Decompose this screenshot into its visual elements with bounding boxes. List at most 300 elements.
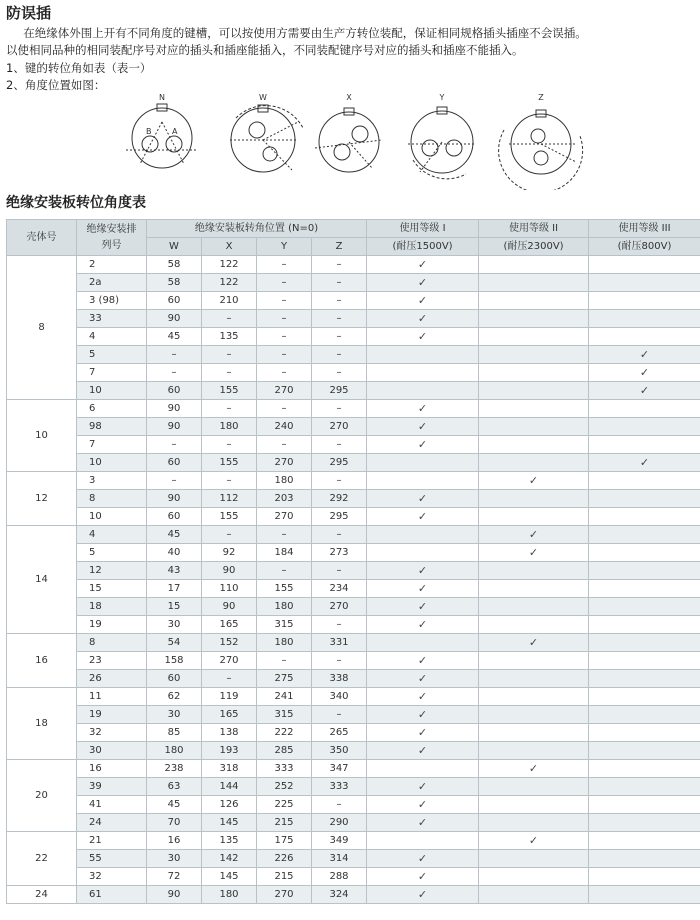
table-row	[7, 526, 700, 544]
diagram-x	[315, 108, 382, 172]
arrangement-cell: 5	[77, 346, 147, 364]
z-cell: 292	[312, 490, 367, 508]
grade2-cell	[479, 742, 589, 760]
z-cell: –	[312, 292, 367, 310]
z-cell: 340	[312, 688, 367, 706]
z-cell: 270	[312, 418, 367, 436]
x-cell: 193	[202, 742, 257, 760]
x-cell: 135	[202, 328, 257, 346]
grade2-cell	[479, 490, 589, 508]
grade1-cell	[367, 328, 479, 346]
grade3-cell	[589, 706, 700, 724]
x-cell: 112	[202, 490, 257, 508]
grade2-cell	[479, 688, 589, 706]
table-row	[7, 580, 700, 598]
grade3-cell	[589, 490, 700, 508]
w-cell: 58	[147, 274, 202, 292]
header-arrangement	[77, 220, 147, 256]
table-row	[7, 292, 700, 310]
diagram-z	[499, 110, 583, 190]
y-cell: 175	[257, 832, 312, 850]
z-cell: 349	[312, 832, 367, 850]
z-cell: –	[312, 472, 367, 490]
check-icon: ✓	[417, 869, 428, 883]
z-cell: 347	[312, 760, 367, 778]
grade2-cell	[479, 706, 589, 724]
grade2-cell	[479, 598, 589, 616]
w-cell: 30	[147, 706, 202, 724]
check-icon: ✓	[417, 689, 428, 703]
x-cell: 152	[202, 634, 257, 652]
table-row	[7, 454, 700, 472]
w-cell: 238	[147, 760, 202, 778]
z-cell: –	[312, 616, 367, 634]
arrangement-cell: 23	[77, 652, 147, 670]
arrangement-cell: 15	[77, 580, 147, 598]
grade2-cell	[479, 778, 589, 796]
diagram-label-y: Y	[439, 93, 445, 102]
w-cell: 30	[147, 850, 202, 868]
grade1-cell	[367, 652, 479, 670]
grade2-cell	[479, 256, 589, 274]
y-cell: 203	[257, 490, 312, 508]
grade1-cell	[367, 742, 479, 760]
table-row	[7, 796, 700, 814]
grade2-cell	[479, 328, 589, 346]
check-icon: ✓	[417, 293, 428, 307]
grade3-cell	[589, 688, 700, 706]
w-cell: 45	[147, 796, 202, 814]
grade2-cell	[479, 760, 589, 778]
table-row	[7, 346, 700, 364]
grade2-cell	[479, 832, 589, 850]
y-cell: 180	[257, 472, 312, 490]
z-cell: 338	[312, 670, 367, 688]
w-cell: 60	[147, 382, 202, 400]
arrangement-cell: 41	[77, 796, 147, 814]
check-icon: ✓	[417, 311, 428, 325]
note-item-2: 2、角度位置如图：	[6, 78, 106, 92]
table-row	[7, 400, 700, 418]
check-icon: ✓	[417, 653, 428, 667]
z-cell: 295	[312, 454, 367, 472]
check-icon: ✓	[639, 347, 650, 361]
grade2-cell	[479, 850, 589, 868]
x-cell: 318	[202, 760, 257, 778]
arrangement-cell: 39	[77, 778, 147, 796]
header-arrangement-line2: 列号	[101, 239, 122, 251]
grade3-cell	[589, 778, 700, 796]
check-icon: ✓	[528, 635, 539, 649]
y-cell: 270	[257, 886, 312, 904]
z-cell: 333	[312, 778, 367, 796]
table-row	[7, 598, 700, 616]
grade1-cell	[367, 382, 479, 400]
z-cell: –	[312, 346, 367, 364]
grade1-cell	[367, 796, 479, 814]
check-icon: ✓	[417, 617, 428, 631]
grade1-cell	[367, 670, 479, 688]
w-cell: 90	[147, 400, 202, 418]
w-cell: 85	[147, 724, 202, 742]
arrangement-cell: 33	[77, 310, 147, 328]
diagram-label-n: N	[159, 93, 165, 102]
x-cell: –	[202, 346, 257, 364]
y-cell: –	[257, 526, 312, 544]
grade3-cell	[589, 544, 700, 562]
w-cell: 54	[147, 634, 202, 652]
z-cell: –	[312, 256, 367, 274]
y-cell: 240	[257, 418, 312, 436]
table-row	[7, 814, 700, 832]
note-list	[6, 60, 151, 94]
check-icon: ✓	[417, 329, 428, 343]
angle-position-diagrams	[120, 92, 590, 190]
y-cell: 155	[257, 580, 312, 598]
check-icon: ✓	[528, 473, 539, 487]
grade3-cell	[589, 634, 700, 652]
check-icon: ✓	[417, 779, 428, 793]
w-cell: –	[147, 436, 202, 454]
table-row	[7, 472, 700, 490]
w-cell: 60	[147, 670, 202, 688]
check-icon: ✓	[417, 401, 428, 415]
table-row	[7, 310, 700, 328]
header-shell: 壳体号	[7, 220, 77, 256]
grade2-cell	[479, 814, 589, 832]
check-icon: ✓	[528, 527, 539, 541]
check-icon: ✓	[417, 437, 428, 451]
header-grade1-line2: (耐压1500V)	[367, 238, 479, 256]
grade1-cell	[367, 292, 479, 310]
z-cell: 273	[312, 544, 367, 562]
y-cell: –	[257, 274, 312, 292]
grade3-cell	[589, 868, 700, 886]
x-cell: 122	[202, 274, 257, 292]
z-cell: –	[312, 562, 367, 580]
check-icon: ✓	[639, 383, 650, 397]
arrangement-cell: 18	[77, 598, 147, 616]
z-cell: –	[312, 364, 367, 382]
grade1-cell	[367, 346, 479, 364]
arrangement-cell: 32	[77, 868, 147, 886]
x-cell: –	[202, 310, 257, 328]
grade3-cell	[589, 598, 700, 616]
x-cell: –	[202, 472, 257, 490]
arrangement-cell: 8	[77, 634, 147, 652]
y-cell: 315	[257, 706, 312, 724]
grade2-cell	[479, 508, 589, 526]
grade1-cell	[367, 616, 479, 634]
contact-label-a: A	[172, 127, 178, 136]
grade3-cell	[589, 346, 700, 364]
y-cell: 285	[257, 742, 312, 760]
check-icon: ✓	[417, 851, 428, 865]
table-row	[7, 634, 700, 652]
z-cell: –	[312, 310, 367, 328]
arrangement-cell: 19	[77, 616, 147, 634]
x-cell: 155	[202, 454, 257, 472]
y-cell: –	[257, 562, 312, 580]
x-cell: 165	[202, 616, 257, 634]
grade3-cell	[589, 382, 700, 400]
table-row	[7, 742, 700, 760]
w-cell: 45	[147, 526, 202, 544]
check-icon: ✓	[417, 797, 428, 811]
grade2-cell	[479, 454, 589, 472]
table-row	[7, 274, 700, 292]
x-cell: 180	[202, 886, 257, 904]
table-row	[7, 544, 700, 562]
grade1-cell	[367, 472, 479, 490]
x-cell: –	[202, 364, 257, 382]
w-cell: –	[147, 346, 202, 364]
x-cell: 110	[202, 580, 257, 598]
grade1-cell	[367, 778, 479, 796]
w-cell: 15	[147, 598, 202, 616]
w-cell: 70	[147, 814, 202, 832]
grade1-cell	[367, 400, 479, 418]
grade3-cell	[589, 670, 700, 688]
check-icon: ✓	[417, 671, 428, 685]
y-cell: 333	[257, 760, 312, 778]
z-cell: 350	[312, 742, 367, 760]
w-cell: –	[147, 364, 202, 382]
check-icon: ✓	[417, 563, 428, 577]
grade3-cell	[589, 652, 700, 670]
w-cell: 60	[147, 292, 202, 310]
grade1-cell	[367, 454, 479, 472]
grade1-cell	[367, 760, 479, 778]
header-x: X	[202, 238, 257, 256]
x-cell: 145	[202, 868, 257, 886]
x-cell: –	[202, 436, 257, 454]
y-cell: 215	[257, 814, 312, 832]
header-grade3-line2: (耐压800V)	[589, 238, 700, 256]
grade1-cell	[367, 490, 479, 508]
table-row	[7, 256, 700, 274]
grade3-cell	[589, 418, 700, 436]
header-grade1-line1: 使用等级 I	[367, 220, 479, 238]
arrangement-cell: 12	[77, 562, 147, 580]
z-cell: 288	[312, 868, 367, 886]
arrangement-cell: 19	[77, 706, 147, 724]
grade2-cell	[479, 346, 589, 364]
grade3-cell	[589, 436, 700, 454]
grade1-cell	[367, 544, 479, 562]
w-cell: 90	[147, 886, 202, 904]
grade2-cell	[479, 418, 589, 436]
y-cell: –	[257, 652, 312, 670]
contact-label-b: B	[146, 127, 152, 136]
shell-cell: 8	[7, 256, 77, 400]
z-cell: –	[312, 436, 367, 454]
table-row	[7, 886, 700, 904]
x-cell: 270	[202, 652, 257, 670]
diagram-n	[126, 104, 198, 168]
table-row	[7, 490, 700, 508]
grade1-cell	[367, 580, 479, 598]
w-cell: 90	[147, 310, 202, 328]
arrangement-cell: 3	[77, 472, 147, 490]
z-cell: 314	[312, 850, 367, 868]
w-cell: 60	[147, 508, 202, 526]
table-header	[7, 220, 700, 256]
arrangement-cell: 26	[77, 670, 147, 688]
x-cell: 210	[202, 292, 257, 310]
x-cell: 90	[202, 562, 257, 580]
grade1-cell	[367, 724, 479, 742]
grade2-cell	[479, 274, 589, 292]
grade3-cell	[589, 508, 700, 526]
table-row	[7, 724, 700, 742]
x-cell: 90	[202, 598, 257, 616]
arrangement-cell: 2a	[77, 274, 147, 292]
x-cell: 126	[202, 796, 257, 814]
grade2-cell	[479, 616, 589, 634]
arrangement-cell: 5	[77, 544, 147, 562]
description-line-2: 以使相同品种的相同装配序号对应的插头和插座能插入，不同装配键序号对应的插头和插座不能插入。	[6, 43, 524, 57]
diagram-w	[230, 105, 303, 172]
diagram-label-x: X	[346, 93, 352, 102]
grade1-cell	[367, 832, 479, 850]
arrangement-cell: 2	[77, 256, 147, 274]
y-cell: –	[257, 436, 312, 454]
shell-cell: 16	[7, 634, 77, 688]
grade1-cell	[367, 886, 479, 904]
table-title: 绝缘安装板转位角度表	[6, 195, 146, 211]
y-cell: –	[257, 328, 312, 346]
grade2-cell	[479, 436, 589, 454]
table-row	[7, 688, 700, 706]
x-cell: 138	[202, 724, 257, 742]
grade2-cell	[479, 634, 589, 652]
header-w: W	[147, 238, 202, 256]
grade3-cell	[589, 526, 700, 544]
page-title: 防误插	[6, 4, 52, 22]
w-cell: 45	[147, 328, 202, 346]
w-cell: 90	[147, 490, 202, 508]
z-cell: –	[312, 796, 367, 814]
x-cell: 145	[202, 814, 257, 832]
arrangement-cell: 55	[77, 850, 147, 868]
grade3-cell	[589, 454, 700, 472]
check-icon: ✓	[417, 581, 428, 595]
header-arrangement-line1: 绝缘安装排	[86, 223, 137, 235]
y-cell: –	[257, 310, 312, 328]
x-cell: 119	[202, 688, 257, 706]
grade1-cell	[367, 814, 479, 832]
arrangement-cell: 3 (98)	[77, 292, 147, 310]
table-row	[7, 778, 700, 796]
grade1-cell	[367, 688, 479, 706]
z-cell: 295	[312, 508, 367, 526]
header-z: Z	[312, 238, 367, 256]
y-cell: 270	[257, 454, 312, 472]
y-cell: –	[257, 346, 312, 364]
check-icon: ✓	[417, 725, 428, 739]
z-cell: –	[312, 706, 367, 724]
y-cell: 270	[257, 508, 312, 526]
z-cell: 234	[312, 580, 367, 598]
grade2-cell	[479, 364, 589, 382]
grade2-cell	[479, 868, 589, 886]
grade1-cell	[367, 274, 479, 292]
z-cell: 324	[312, 886, 367, 904]
w-cell: 63	[147, 778, 202, 796]
check-icon: ✓	[417, 815, 428, 829]
shell-cell: 12	[7, 472, 77, 526]
header-grade3-line1: 使用等级 III	[589, 220, 700, 238]
y-cell: 184	[257, 544, 312, 562]
w-cell: 58	[147, 256, 202, 274]
arrangement-cell: 4	[77, 526, 147, 544]
description-paragraph	[6, 25, 696, 59]
table-row	[7, 832, 700, 850]
table-row	[7, 418, 700, 436]
z-cell: –	[312, 400, 367, 418]
grade1-cell	[367, 508, 479, 526]
table-row	[7, 652, 700, 670]
check-icon: ✓	[417, 707, 428, 721]
grade1-cell	[367, 634, 479, 652]
arrangement-cell: 10	[77, 508, 147, 526]
y-cell: –	[257, 400, 312, 418]
z-cell: 290	[312, 814, 367, 832]
arrangement-cell: 21	[77, 832, 147, 850]
grade1-cell	[367, 364, 479, 382]
grade1-cell	[367, 868, 479, 886]
z-cell: –	[312, 274, 367, 292]
grade2-cell	[479, 400, 589, 418]
grade3-cell	[589, 562, 700, 580]
rotation-angle-table	[6, 219, 700, 904]
grade3-cell	[589, 256, 700, 274]
check-icon: ✓	[417, 509, 428, 523]
grade3-cell	[589, 616, 700, 634]
grade2-cell	[479, 580, 589, 598]
arrangement-cell: 7	[77, 364, 147, 382]
w-cell: 90	[147, 418, 202, 436]
y-cell: 180	[257, 634, 312, 652]
shell-cell: 22	[7, 832, 77, 886]
arrangement-cell: 98	[77, 418, 147, 436]
x-cell: –	[202, 670, 257, 688]
table-row	[7, 706, 700, 724]
grade1-cell	[367, 436, 479, 454]
x-cell: 92	[202, 544, 257, 562]
diagram-y	[408, 107, 476, 179]
w-cell: 180	[147, 742, 202, 760]
grade2-cell	[479, 382, 589, 400]
x-cell: 144	[202, 778, 257, 796]
w-cell: 30	[147, 616, 202, 634]
table-row	[7, 562, 700, 580]
grade3-cell	[589, 832, 700, 850]
grade2-cell	[479, 292, 589, 310]
table-row	[7, 670, 700, 688]
table-row	[7, 760, 700, 778]
grade2-cell	[479, 310, 589, 328]
note-item-1: 1、键的转位角如表（表一）	[6, 61, 152, 75]
table-row	[7, 616, 700, 634]
grade1-cell	[367, 418, 479, 436]
z-cell: 331	[312, 634, 367, 652]
arrangement-cell: 61	[77, 886, 147, 904]
y-cell: 275	[257, 670, 312, 688]
check-icon: ✓	[639, 455, 650, 469]
w-cell: 43	[147, 562, 202, 580]
